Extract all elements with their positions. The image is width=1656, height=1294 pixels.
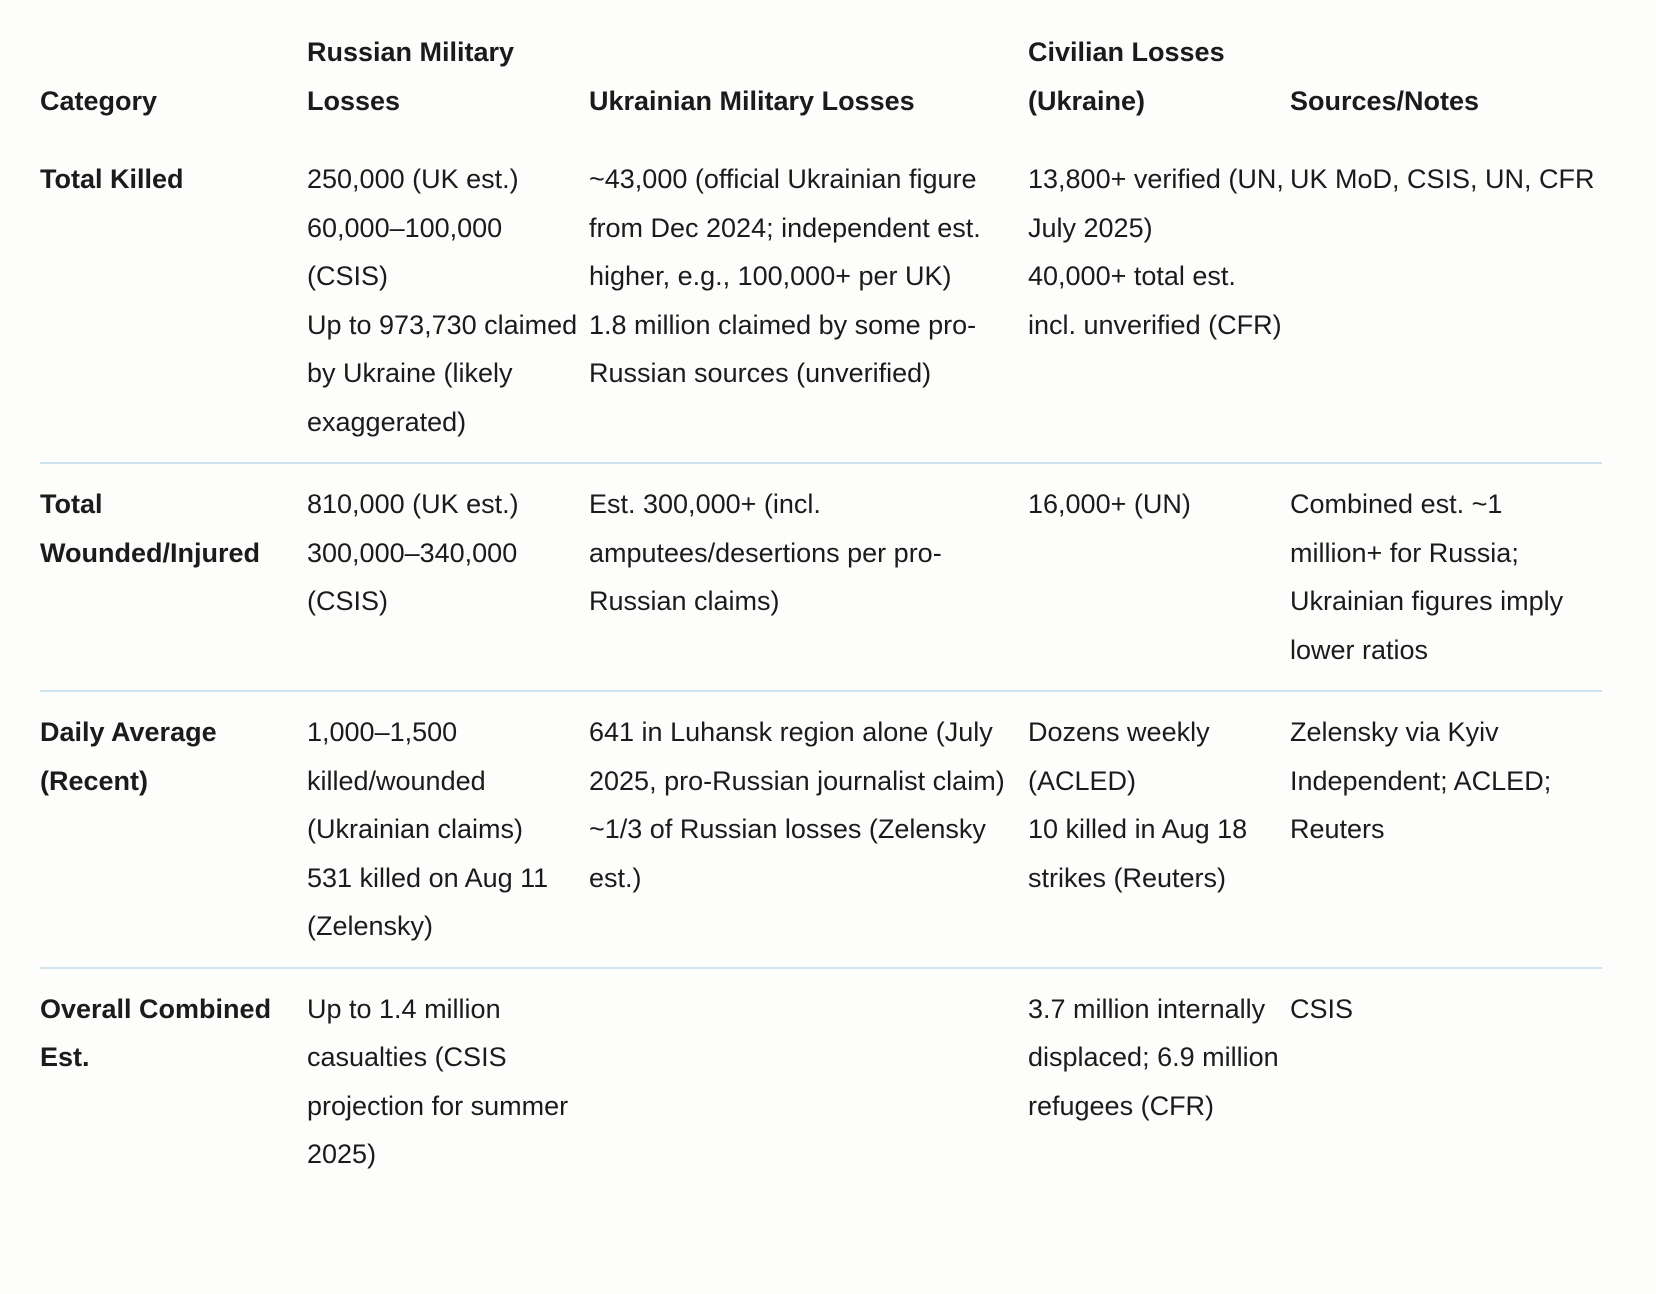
cell-russian: 1,000–1,500 killed/wounded (Ukrainian claims) 531 killed on Aug 11 (Zelensky) [307, 691, 589, 968]
table-row [40, 463, 1602, 691]
cell-ukrainian: 641 in Luhansk region alone (July 2025, pro-Russian journalist claim) ~1/3 of Russian losses (Zelensky est.) [589, 691, 1028, 968]
table-row [40, 155, 1602, 463]
cell-civilian: 16,000+ (UN) [1028, 463, 1290, 691]
casualty-table [40, 28, 1602, 1195]
table-row [40, 691, 1602, 968]
cell-russian: 250,000 (UK est.) 60,000–100,000 (CSIS) Up to 973,730 claimed by Ukraine (likely exaggerated) [307, 164, 578, 437]
header-row [40, 28, 1602, 155]
cell-ukrainian: Est. 300,000+ (incl. amputees/desertions per pro-Russian claims) [589, 463, 1028, 691]
header-category: Category [40, 85, 158, 116]
cell-russian: Up to 1.4 million casualties (CSIS projection for summer 2025) [307, 968, 589, 1195]
cell-civilian: Dozens weekly (ACLED) 10 killed in Aug 18 strikes (Reuters) [1028, 691, 1290, 968]
row-category: Total Wounded/Injured [40, 463, 307, 691]
header-ukrainian-military-losses: Ukrainian Military Losses [589, 85, 915, 116]
header-sources-notes: Sources/Notes [1290, 85, 1480, 116]
cell-sources: UK MoD, CSIS, UN, CFR [1290, 164, 1595, 194]
table-header [40, 28, 1602, 155]
cell-sources: Zelensky via Kyiv Independent; ACLED; Reuters [1290, 691, 1602, 968]
cell-ukrainian [589, 968, 1028, 1195]
cell-russian: 810,000 (UK est.) 300,000–340,000 (CSIS) [307, 463, 589, 691]
cell-sources: CSIS [1290, 968, 1602, 1195]
row-category: Overall Combined Est. [40, 968, 307, 1195]
row-category: Daily Average (Recent) [40, 691, 307, 968]
header-russian-military-losses: Russian Military Losses [307, 37, 515, 116]
casualty-table-container [40, 28, 1602, 1195]
row-category: Total Killed [40, 164, 184, 194]
cell-civilian: 13,800+ verified (UN, July 2025) 40,000+ total est. incl. unverified (CFR) [1028, 164, 1284, 340]
table-row [40, 968, 1602, 1195]
table-body [40, 155, 1602, 1195]
header-civilian-losses: Civilian Losses (Ukraine) [1028, 37, 1225, 116]
cell-ukrainian: ~43,000 (official Ukrainian figure from Dec 2024; independent est. higher, e.g., 100,000+ per UK) 1.8 million claimed by some pro-Russian sources (unverified) [589, 164, 981, 388]
cell-sources: Combined est. ~1 million+ for Russia; Ukrainian figures imply lower ratios [1290, 463, 1602, 691]
cell-civilian: 3.7 million internally displaced; 6.9 million refugees (CFR) [1028, 968, 1290, 1195]
